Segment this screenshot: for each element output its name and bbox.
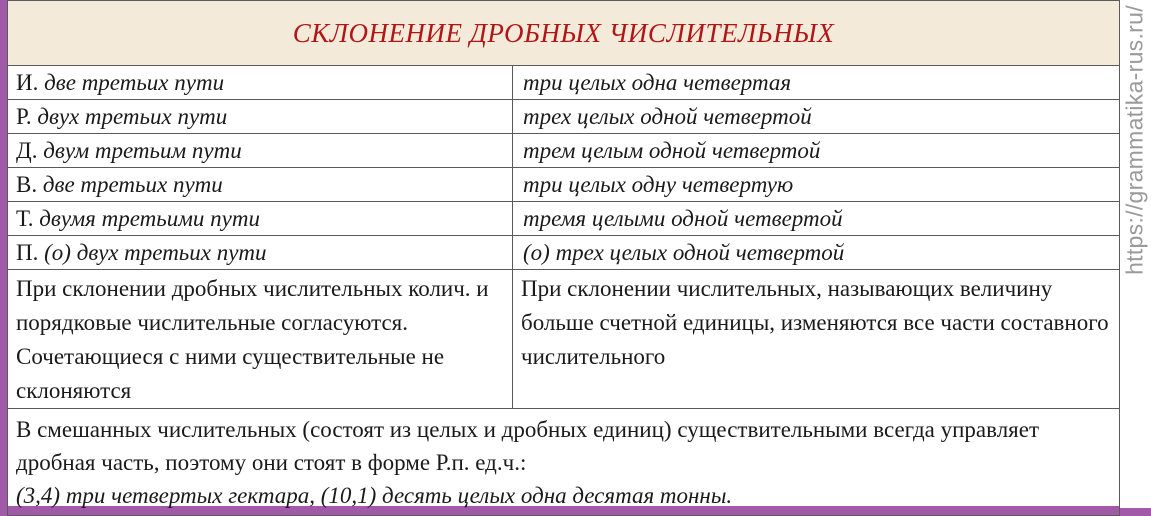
case-cell-prepositional <box>8 236 513 270</box>
mixed-example: (3,4) три четвертых гектара, (10,1) десять целых одна десятая тонны. <box>16 483 733 508</box>
table-row <box>8 236 1120 270</box>
case-cell-instrumental <box>8 202 513 236</box>
case-label: Р. <box>16 103 32 129</box>
table-row <box>8 66 1120 100</box>
case-left-value: две третьих пути <box>44 69 225 95</box>
case-right-value: три целых одна четвертая <box>513 66 1120 100</box>
case-label: П. <box>16 239 39 265</box>
case-cell-nominative <box>8 66 513 100</box>
case-label: Т. <box>16 205 34 231</box>
case-left-value: двух третьих пути <box>37 103 228 129</box>
note-left: При склонении дробных числительных колич. и порядковые числительные согласуются. Сочетающиеся с ними существительные не склоняются <box>8 270 513 409</box>
table-row <box>8 100 1120 134</box>
case-label: Д. <box>16 137 38 163</box>
case-left-value: двум третьим пути <box>43 137 242 163</box>
note-right: При склонении числительных, называющих величину больше счетной единицы, изменяются все части составного числительного <box>513 270 1120 409</box>
mixed-cell <box>8 409 1120 516</box>
watermark-url: https://grammatika-rus.ru/ <box>1121 5 1148 275</box>
case-right-value: (о) трех целых одной четвертой <box>513 236 1120 270</box>
table-row <box>8 134 1120 168</box>
case-right-value: трем целым одной четвертой <box>513 134 1120 168</box>
case-label: В. <box>16 171 38 197</box>
case-right-value: тремя целыми одной четвертой <box>513 202 1120 236</box>
case-cell-accusative <box>8 168 513 202</box>
case-right-value: трех целых одной четвертой <box>513 100 1120 134</box>
case-cell-genitive <box>8 100 513 134</box>
declension-table <box>7 0 1120 516</box>
case-label: И. <box>16 69 39 95</box>
case-left-value: две третьих пути <box>42 171 223 197</box>
case-right-value: три целых одну четвертую <box>513 168 1120 202</box>
table-row <box>8 202 1120 236</box>
mixed-text: В смешанных числительных (состоят из целых и дробных единиц) существительными всегда управляет дробная часть, поэтому они стоят в форме Р.п. ед.ч.: <box>16 417 1040 475</box>
case-cell-dative <box>8 134 513 168</box>
table-title: СКЛОНЕНИЕ ДРОБНЫХ ЧИСЛИТЕЛЬНЫХ <box>8 1 1120 66</box>
case-left-value: двумя третьими пути <box>39 205 260 231</box>
mixed-row <box>8 409 1120 516</box>
case-left-value: (о) двух третьих пути <box>44 239 267 265</box>
watermark-strip <box>1119 0 1151 508</box>
table-row <box>8 168 1120 202</box>
note-row <box>8 270 1120 409</box>
